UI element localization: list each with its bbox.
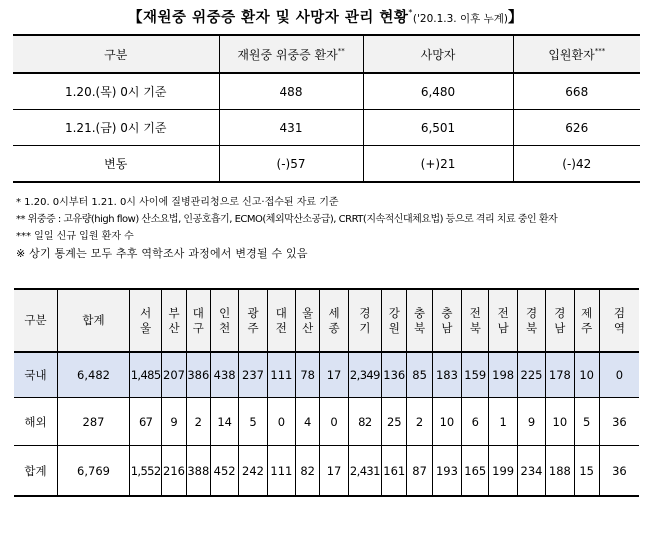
footnote: * 1.20. 0시부터 1.21. 0시 사이에 질병관리청으로 신고·접수된 자료 기준 [16, 197, 339, 208]
regional-cell: 2,431 [348, 446, 381, 497]
regional-header-cell: 인 천 [210, 289, 238, 352]
footnote: ※ 상기 통계는 모두 추후 역학조사 과정에서 변경될 수 있음 [16, 247, 308, 260]
regional-cell: 159 [462, 352, 489, 398]
title-mark: * [408, 8, 413, 17]
regional-header-cell: 합계 [58, 289, 130, 352]
regional-header-cell: 대 전 [267, 289, 295, 352]
regional-cell: 178 [546, 352, 574, 398]
regional-cell: 17 [320, 446, 348, 497]
summary-header-row [13, 35, 640, 73]
title-close: 】 [507, 10, 523, 26]
regional-cell: 225 [517, 352, 545, 398]
summary-cell: 488 [219, 73, 363, 110]
summary-cell: 626 [513, 110, 640, 146]
regional-header-row [14, 289, 639, 352]
regional-cell: 237 [239, 352, 267, 398]
regional-header-cell: 세 종 [320, 289, 348, 352]
regional-cell: 36 [599, 446, 639, 497]
title-main: 【재원중 위중증 환자 및 사망자 관리 현황 [128, 10, 409, 26]
summary-row-label: 1.21.(금) 0시 기준 [13, 110, 219, 146]
regional-header-cell: 부 산 [162, 289, 186, 352]
regional-cell: 17 [320, 352, 348, 398]
regional-header-cell: 서 울 [129, 289, 161, 352]
regional-cell: 15 [574, 446, 599, 497]
regional-cell: 438 [210, 352, 238, 398]
regional-cell: 1,485 [129, 352, 161, 398]
regional-cell: 87 [407, 446, 432, 497]
regional-header-cell: 충 남 [432, 289, 461, 352]
regional-cell: 111 [267, 446, 295, 497]
regional-cell: 82 [296, 446, 320, 497]
regional-cell: 36 [599, 398, 639, 446]
page-title [0, 6, 651, 27]
summary-cell: 6,501 [363, 110, 513, 146]
regional-cell: 82 [348, 398, 381, 446]
regional-cell: 4 [296, 398, 320, 446]
regional-cell: 1,552 [129, 446, 161, 497]
regional-cell: 165 [462, 446, 489, 497]
summary-row-label: 1.20.(목) 0시 기준 [13, 73, 219, 110]
regional-row-label: 국내 [14, 352, 58, 398]
regional-cell: 216 [162, 446, 186, 497]
regional-header-cell: 경 북 [517, 289, 545, 352]
regional-cell: 188 [546, 446, 574, 497]
regional-cell: 9 [517, 398, 545, 446]
regional-cell: 207 [162, 352, 186, 398]
summary-header-cell: 구분 [13, 35, 219, 73]
regional-header-cell: 울 산 [296, 289, 320, 352]
regional-cell: 6,769 [58, 446, 130, 497]
regional-header-cell: 전 북 [462, 289, 489, 352]
summary-row-label: 변동 [13, 146, 219, 183]
summary-cell: (+)21 [363, 146, 513, 183]
regional-header-cell: 경 남 [546, 289, 574, 352]
summary-table [13, 34, 640, 183]
regional-cell: 183 [432, 352, 461, 398]
regional-row-label: 합계 [14, 446, 58, 497]
regional-cell: 9 [162, 398, 186, 446]
regional-header-cell: 강 원 [382, 289, 407, 352]
regional-table [14, 288, 639, 497]
regional-header-cell: 구분 [14, 289, 58, 352]
regional-cell: 78 [296, 352, 320, 398]
regional-cell: 136 [382, 352, 407, 398]
regional-header-cell: 제 주 [574, 289, 599, 352]
regional-header-cell: 검 역 [599, 289, 639, 352]
title-note: ('20.1.3. 이후 누계) [412, 13, 508, 25]
summary-cell: 668 [513, 73, 640, 110]
regional-cell: 25 [382, 398, 407, 446]
regional-row-domestic [14, 352, 639, 398]
regional-cell: 386 [186, 352, 210, 398]
regional-row-overseas [14, 398, 639, 446]
regional-cell: 5 [574, 398, 599, 446]
regional-cell: 198 [489, 352, 517, 398]
regional-header-cell: 전 남 [489, 289, 517, 352]
summary-cell: (-)42 [513, 146, 640, 183]
footnote: ** 위중증 : 고유량(high flow) 산소요법, 인공호흡기, ECMO(체외막산소공급), CRRT(지속적신대체요법) 등으로 격리 치료 중인 환자 [16, 214, 558, 225]
regional-cell: 2,349 [348, 352, 381, 398]
summary-header-cell: 사망자 [363, 35, 513, 73]
regional-header-cell: 충 북 [407, 289, 432, 352]
regional-cell: 10 [432, 398, 461, 446]
regional-cell: 199 [489, 446, 517, 497]
regional-cell: 193 [432, 446, 461, 497]
regional-cell: 14 [210, 398, 238, 446]
regional-cell: 287 [58, 398, 130, 446]
regional-cell: 388 [186, 446, 210, 497]
regional-cell: 452 [210, 446, 238, 497]
regional-cell: 2 [407, 398, 432, 446]
regional-cell: 0 [599, 352, 639, 398]
summary-cell: 431 [219, 110, 363, 146]
summary-row [13, 73, 640, 110]
summary-cell: (-)57 [219, 146, 363, 183]
regional-header-cell: 대 구 [186, 289, 210, 352]
regional-cell: 161 [382, 446, 407, 497]
regional-cell: 67 [129, 398, 161, 446]
summary-cell: 6,480 [363, 73, 513, 110]
regional-cell: 6,482 [58, 352, 130, 398]
footnote: *** 일일 신규 입원 환자 수 [16, 231, 134, 242]
regional-header-cell: 광 주 [239, 289, 267, 352]
regional-header-cell: 경 기 [348, 289, 381, 352]
summary-header-cell: 입원환자*** [513, 35, 640, 73]
footnotes [16, 194, 557, 262]
regional-cell: 10 [546, 398, 574, 446]
regional-row-total [14, 446, 639, 497]
regional-cell: 111 [267, 352, 295, 398]
regional-cell: 10 [574, 352, 599, 398]
summary-row [13, 146, 640, 183]
regional-cell: 0 [320, 398, 348, 446]
regional-cell: 234 [517, 446, 545, 497]
regional-cell: 1 [489, 398, 517, 446]
regional-cell: 2 [186, 398, 210, 446]
regional-row-label: 해외 [14, 398, 58, 446]
regional-cell: 5 [239, 398, 267, 446]
summary-row [13, 110, 640, 146]
regional-cell: 0 [267, 398, 295, 446]
regional-cell: 85 [407, 352, 432, 398]
summary-header-cell: 재원중 위중증 환자** [219, 35, 363, 73]
regional-cell: 242 [239, 446, 267, 497]
regional-cell: 6 [462, 398, 489, 446]
